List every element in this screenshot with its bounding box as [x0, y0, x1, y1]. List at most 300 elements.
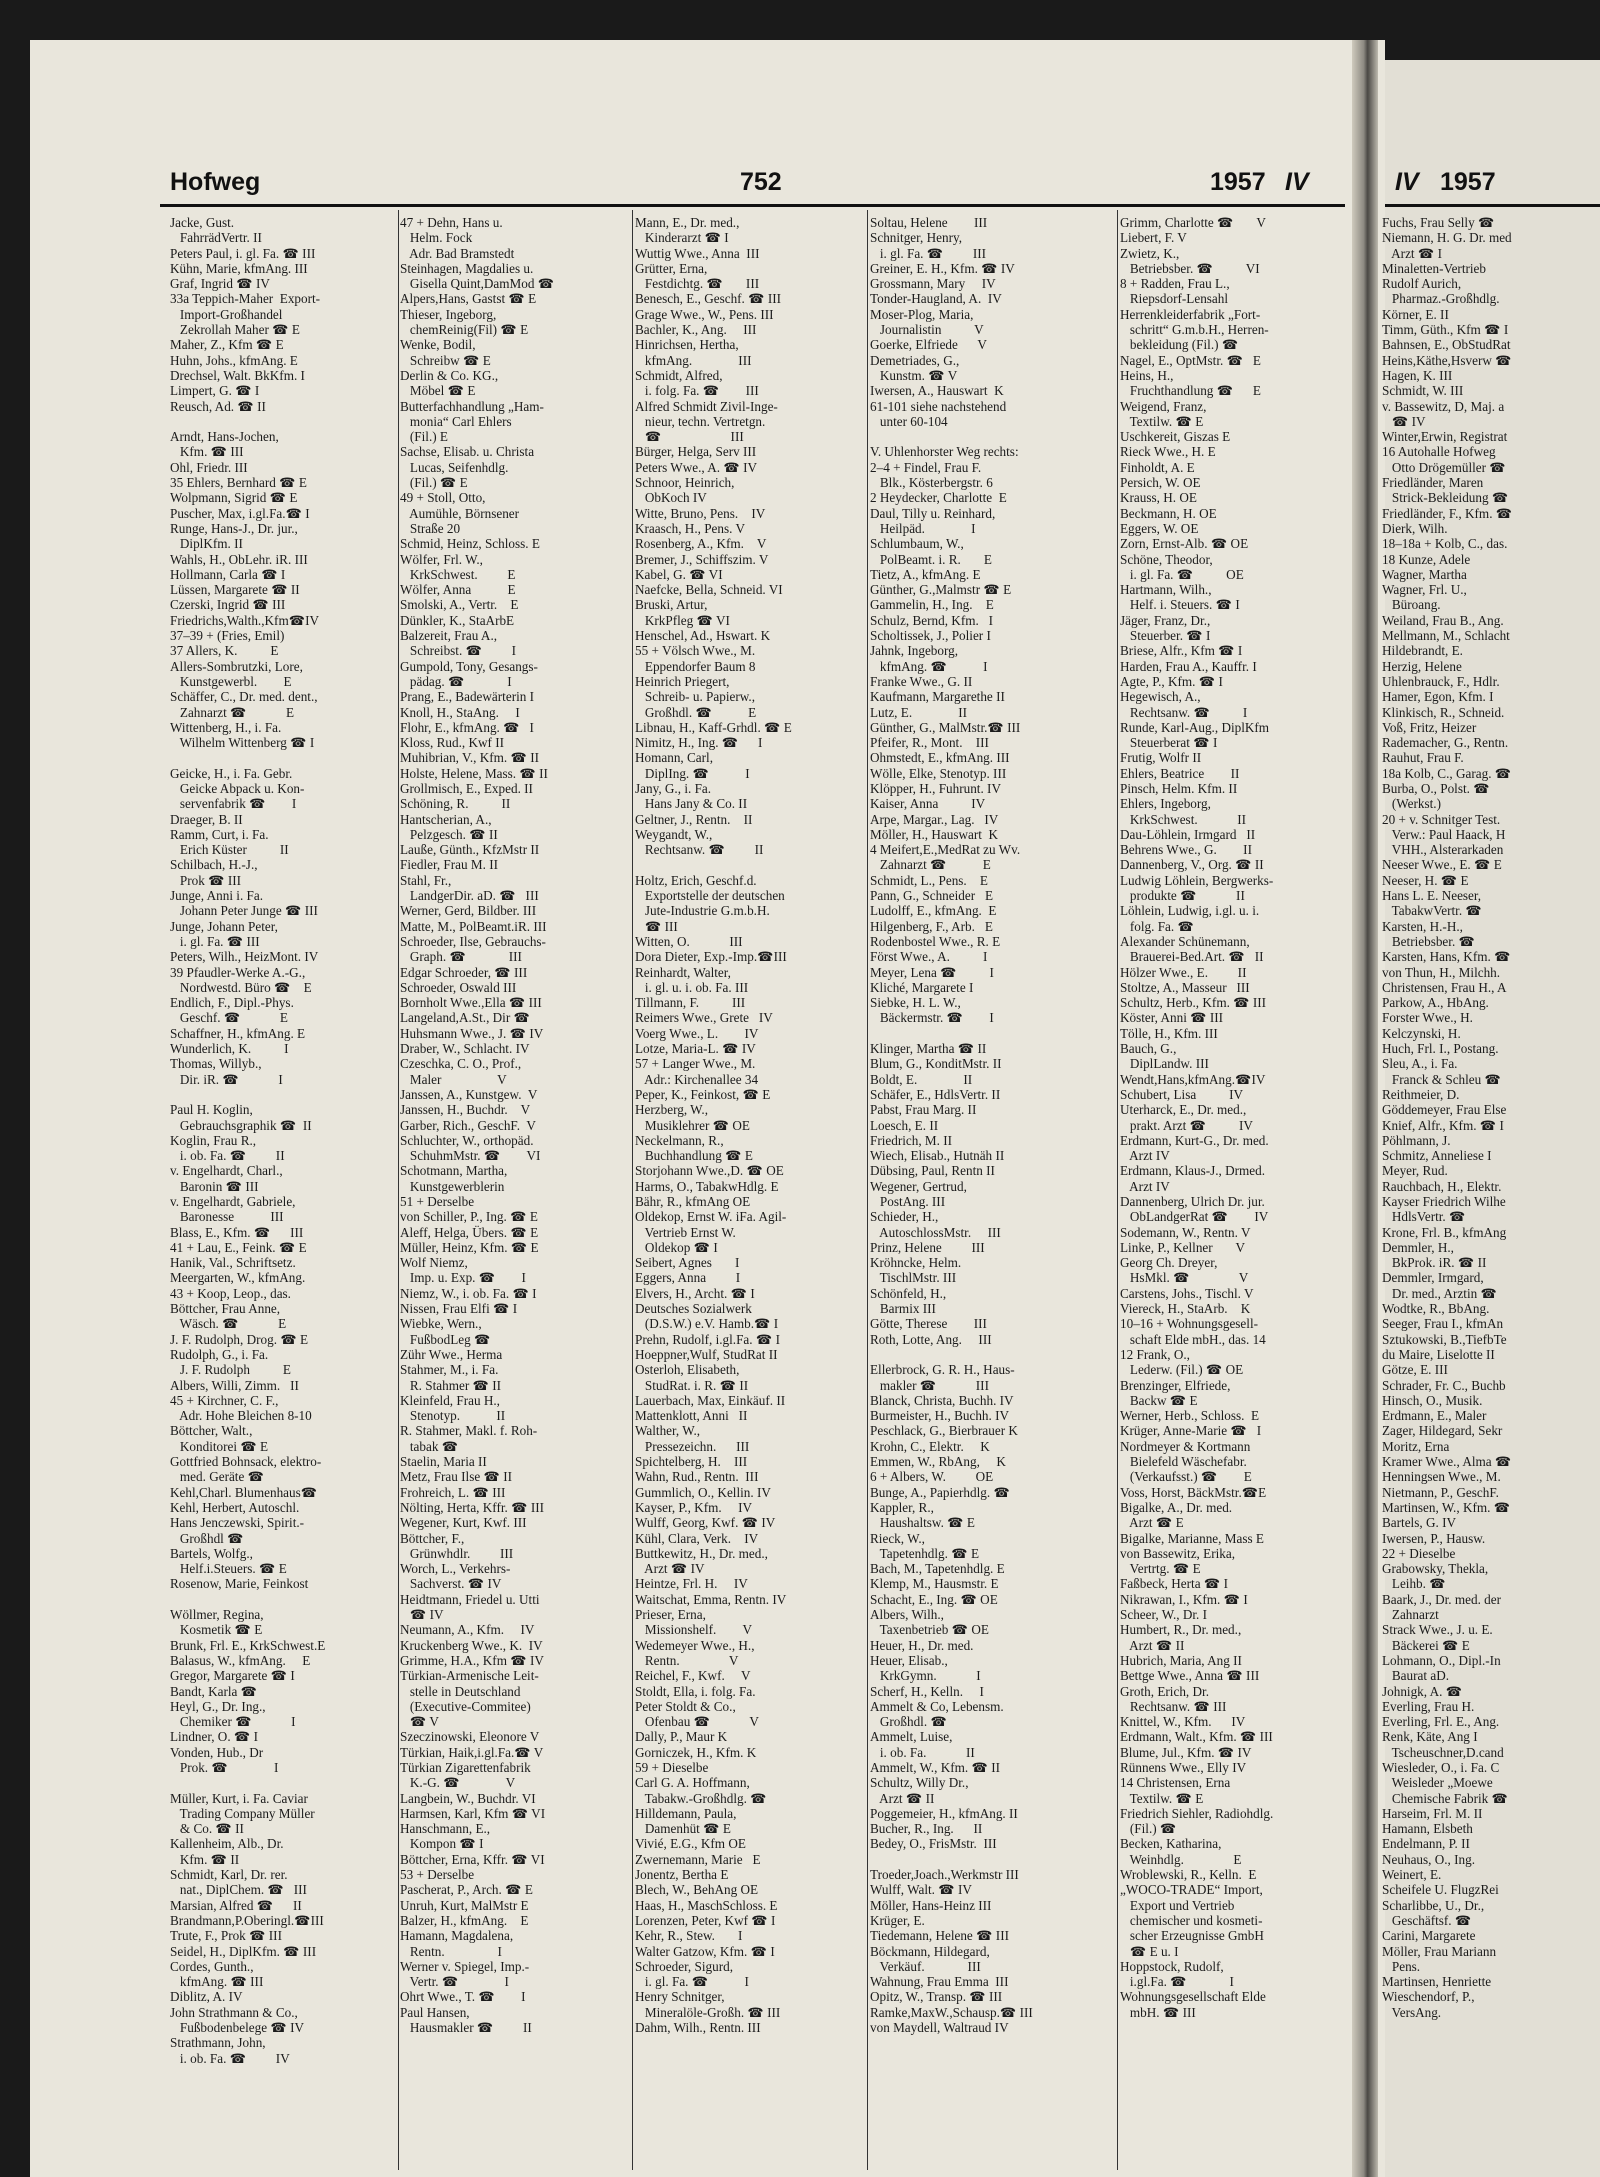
listing-line: Schmid, Heinz, Schloss. E — [400, 536, 540, 552]
listing-line: AutoschlossMstr. III — [870, 1224, 1001, 1240]
listing-line: Grossmann, Mary IV — [870, 276, 996, 292]
listing-line: Pressezeichn. III — [635, 1438, 750, 1454]
listing-line: Herzberg, W., — [635, 1102, 708, 1118]
listing-line: Bach, M., Tapetenhdlg. E — [870, 1561, 1005, 1577]
listing-line: Blk., Kösterbergstr. 6 — [870, 475, 993, 491]
listing-line: Weisleder „Moewe — [1382, 1775, 1493, 1791]
listing-line: 47 + Dehn, Hans u. — [400, 215, 503, 230]
listing-line: Schmidt, Alfred, — [635, 367, 723, 383]
listing-line: Draber, W., Schlacht. IV — [400, 1041, 530, 1057]
listing-line: Weygandt, W., — [635, 826, 713, 842]
listing-line: Walther, W., — [635, 1423, 701, 1439]
listing-line: Wodtke, R., BbAng. — [1382, 1301, 1490, 1317]
listing-line: ☎ V — [400, 1714, 439, 1730]
listing-line: Dr. med., Arztin ☎ — [1382, 1285, 1497, 1301]
listing-line: Eggers, Anna I — [635, 1270, 741, 1286]
listing-line: Linke, P., Kellner V — [1120, 1239, 1246, 1255]
listing-line: Elvers, H., Archt. ☎ I — [635, 1285, 755, 1301]
listing-line: prakt. Arzt ☎ IV — [1120, 1117, 1253, 1133]
listing-line: Damenhüt ☎ E — [635, 1821, 731, 1837]
listing-line: 35 Ehlers, Bernhard ☎ E — [170, 475, 307, 491]
listing-line: Niemann, H. G. Dr. med — [1382, 230, 1512, 246]
listing-line: Friedrich Siehler, Radiohdlg. — [1120, 1805, 1274, 1821]
listing-line: Burmeister, H., Buchh. IV — [870, 1408, 1010, 1424]
listing-line: Journalistin V — [870, 322, 984, 338]
listing-line: Friedrichs,Walth.,Kfm☎IV — [170, 612, 320, 628]
listing-line: Kliché, Margarete I — [870, 979, 974, 995]
listing-line: Pens. — [1382, 1958, 1421, 1974]
listing-line: Boldt, E. II — [870, 1071, 973, 1087]
listing-line: Grünwhdlr. III — [400, 1545, 514, 1561]
listing-line: Fiedler, Frau M. II — [400, 857, 498, 873]
listing-line: Werner v. Spiegel, Imp.- — [400, 1958, 530, 1974]
listing-line: Pann, G., Schneider E — [870, 888, 994, 904]
listing-line: Zahnarzt — [1382, 1607, 1439, 1623]
listing-line: Kehl, Herbert, Autoschl. — [170, 1499, 300, 1515]
listing-line: Missionshelf. V — [635, 1622, 752, 1638]
listing-line: 2–4 + Findel, Frau F. — [870, 459, 982, 475]
listing-line: Rieck, W., — [870, 1530, 925, 1546]
listing-line: 57 + Langer Wwe., M. — [635, 1056, 756, 1072]
listing-line: Metz, Frau Ilse ☎ II — [400, 1469, 513, 1485]
listing-line: i. gl. Fa. ☎ OE — [1120, 566, 1244, 582]
listing-line: Kfm. ☎ III — [170, 444, 244, 460]
listing-line: Bandt, Karla ☎ — [170, 1683, 258, 1699]
listing-line: Götte, Therese III — [870, 1316, 987, 1332]
listing-line: Wieschendorf, P., — [1382, 1989, 1475, 2005]
listing-line: Reimers Wwe., Grete IV — [635, 1010, 773, 1026]
listing-line: Wahls, H., ObLehr. iR. III — [170, 551, 308, 567]
listing-line: Stoltze, A., Masseur III — [1120, 979, 1250, 995]
listing-line: Erdmann, E., Maler — [1382, 1408, 1487, 1424]
listing-line: Scholtissek, J., Polier I — [870, 628, 991, 644]
listing-line — [170, 750, 398, 765]
listing-line: Arzt IV — [1120, 1148, 1170, 1164]
listing-line: Vivié, E.G., Kfm OE — [635, 1836, 746, 1852]
listing-line: v. Bassewitz, D, Maj. a — [1382, 398, 1505, 414]
listing-line: Wiebke, Wern., — [400, 1316, 482, 1332]
listing-line: kfmAng. ☎ III — [170, 1974, 264, 1990]
listing-line: Heintze, Frl. H. IV — [635, 1576, 748, 1592]
listing-line: LandgerDir. aD. ☎ III — [400, 888, 539, 904]
listing-line: Tonder-Haugland, A. IV — [870, 291, 1002, 307]
listing-line: ☎ IV — [1382, 413, 1426, 429]
listing-line: Puscher, Max, i.gl.Fa.☎ I — [170, 505, 310, 521]
listing-line: Friedländer, Maren — [1382, 475, 1484, 491]
listing-line: Grabowsky, Thekla, — [1382, 1561, 1489, 1577]
listing-line: Czeschka, C. O., Prof., — [400, 1056, 522, 1072]
listing-line: Draeger, B. II — [170, 811, 243, 827]
listing-line: Kosmetik ☎ E — [170, 1622, 263, 1638]
listing-line: J. F. Rudolph, Drog. ☎ E — [170, 1331, 309, 1347]
listing-line: Eggers, W. OE — [1120, 520, 1199, 536]
listing-line: Herrenkleiderfabrik „Fort- — [1120, 306, 1261, 322]
listing-line: Sztukowski, B.,TiefbTe — [1382, 1331, 1507, 1347]
listing-line: Drechsel, Walt. BkKfm. I — [170, 367, 305, 383]
listing-line: Schotmann, Martha, — [400, 1163, 508, 1179]
listing-line: Schacht, E., Ing. ☎ OE — [870, 1591, 998, 1607]
listing-line — [870, 1347, 1115, 1362]
listing-line: Zwietz, K., — [1120, 245, 1180, 261]
listing-line: Endlich, F., Dipl.-Phys. — [170, 995, 294, 1011]
listing-line: Jäger, Franz, Dr., — [1120, 612, 1211, 628]
listing-line: Trading Company Müller — [170, 1805, 315, 1821]
column-separator — [398, 210, 399, 2170]
listing-line: Peters Paul, i. gl. Fa. ☎ III — [170, 245, 316, 261]
listing-line: Oldekop ☎ I — [635, 1239, 718, 1255]
listing-line: PostAng. III — [870, 1194, 946, 1209]
listing-line: Kinderarzt ☎ I — [635, 230, 729, 246]
listing-line: Derlin & Co. KG., — [400, 367, 499, 383]
listing-line: Schieder, H., — [870, 1209, 939, 1225]
listing-line: Jacke, Gust. — [170, 215, 235, 230]
listing-line: & Co. ☎ II — [170, 1821, 244, 1837]
listing-line: StudRat. i. R. ☎ II — [635, 1377, 749, 1393]
listing-line: (Fil.) ☎ — [1120, 1821, 1177, 1837]
listing-line: Balasus, W., kfmAng. E — [170, 1652, 311, 1668]
listing-line: Textilw. ☎ E — [1120, 413, 1204, 429]
listing-line: Bartels, G. IV — [1382, 1515, 1456, 1531]
listing-line: Musiklehrer ☎ OE — [635, 1117, 750, 1133]
listing-line: Moser-Plog, Maria, — [870, 306, 974, 322]
listing-line: Großhdl. ☎ — [870, 1714, 947, 1730]
listing-line: 51 + Derselbe — [400, 1194, 475, 1209]
listing-line: Lotze, Maria-L. ☎ IV — [635, 1041, 756, 1057]
listing-line: Dau-Löhlein, Irmgard II — [1120, 826, 1256, 842]
listing-line: Behrens Wwe., G. II — [1120, 842, 1252, 858]
listing-line: Viereck, H., StaArb. K — [1120, 1301, 1251, 1317]
listing-line: Bruski, Artur, — [635, 597, 708, 613]
listing-line: Exportstelle der deutschen — [635, 888, 785, 904]
listing-line: Dahm, Wilh., Rentn. III — [635, 2020, 761, 2036]
listing-line: Pabst, Frau Marg. II — [870, 1102, 977, 1118]
listing-line: Henningsen Wwe., M. — [1382, 1469, 1501, 1485]
listing-line: Lauße, Günth., KfzMstr II — [400, 842, 540, 858]
listing-line: Grage Wwe., W., Pens. III — [635, 306, 774, 322]
listing-line: Everling, Frl. E., Ang. — [1382, 1714, 1500, 1730]
listing-line: Henschel, Ad., Hswart. K — [635, 628, 771, 644]
listing-line: Allers-Sombrutzki, Lore, — [170, 658, 303, 674]
listing-line: Wenke, Bodil, — [400, 337, 476, 353]
listing-line: von Thun, H., Milchh. — [1382, 964, 1501, 980]
listing-line: Voerg Wwe., L. IV — [635, 1025, 759, 1041]
listing-line: Götze, E. III — [1382, 1362, 1448, 1378]
listing-line: Harseim, Frl. M. II — [1382, 1805, 1483, 1821]
listing-line: (Executive-Commitee) — [400, 1698, 531, 1714]
listing-line: Arzt ☎ II — [1120, 1637, 1185, 1653]
listing-line: Niemz, W., i. ob. Fa. ☎ I — [400, 1285, 537, 1301]
listing-line: Wuttig Wwe., Anna III — [635, 245, 760, 261]
listing-line: Becken, Katharina, — [1120, 1836, 1222, 1852]
listing-line: Imp. u. Exp. ☎ I — [400, 1270, 526, 1286]
listing-line: Lorenzen, Peter, Kwf ☎ I — [635, 1912, 776, 1928]
listing-line: Adr.: Kirchenallee 34 — [635, 1071, 759, 1087]
column-1 — [170, 215, 398, 2175]
listing-line: chemReinig(Fil) ☎ E — [400, 322, 529, 338]
listing-line: Carstens, Johs., Tischl. V — [1120, 1285, 1254, 1301]
listing-line: 59 + Dieselbe — [635, 1759, 709, 1775]
listing-line: Schultz, Willy Dr., — [870, 1775, 969, 1791]
listing-line: Neeser Wwe., E. ☎ E — [1382, 857, 1502, 873]
listing-line: Prinz, Helene III — [870, 1239, 985, 1255]
listing-line: Harmsen, Karl, Kfm ☎ VI — [400, 1805, 546, 1821]
listing-line: Jahnk, Ingeborg, — [870, 643, 959, 659]
listing-line: Albers, Willi, Zimm. II — [170, 1377, 299, 1393]
listing-line: Bäckerei ☎ E — [1382, 1637, 1470, 1653]
listing-line: Hinrichsen, Hertha, — [635, 337, 739, 353]
listing-line: Wagner, Frl. U., — [1382, 582, 1467, 598]
listing-line: pädag. ☎ I — [400, 673, 512, 689]
listing-line: DiplIng. ☎ I — [635, 765, 750, 781]
listing-line: Vertrieb Ernst W. — [635, 1224, 736, 1240]
listing-line: Hantscherian, A., — [400, 811, 492, 827]
listing-line: Wölfer, Anna E — [400, 582, 516, 598]
listing-line: Schönfeld, H., — [870, 1285, 947, 1301]
listing-line: Großhdl ☎ — [170, 1530, 244, 1546]
listing-line: 14 Christensen, Erna — [1120, 1775, 1231, 1791]
listing-line: Timm, Güth., Kfm ☎ I — [1382, 322, 1509, 338]
listing-line: (Verkaufsst.) ☎ E — [1120, 1469, 1252, 1485]
listing-line: Böttcher, Erna, Kffr. ☎ VI — [400, 1851, 545, 1867]
listing-line: Christensen, Frau H., A — [1382, 979, 1507, 995]
listing-line: Junge, Anni i. Fa. — [170, 888, 264, 904]
listing-line: Kayser Friedrich Wilhe — [1382, 1194, 1506, 1209]
listing-line: Hinsch, O., Musik. — [1382, 1392, 1483, 1408]
listing-line: 18 Kunze, Adele — [1382, 551, 1471, 567]
listing-line: Geltner, J., Rentn. II — [635, 811, 753, 827]
listing-line: Gorniczek, H., Kfm. K — [635, 1744, 757, 1760]
listing-line: Kayser, P., Kfm. IV — [635, 1499, 753, 1515]
listing-line: Müller, Kurt, i. Fa. Caviar — [170, 1790, 308, 1806]
listing-line: 12 Frank, O., — [1120, 1346, 1190, 1362]
listing-line: Schilbach, H.-J., — [170, 857, 258, 873]
listing-line — [870, 429, 1115, 444]
listing-line: von Maydell, Waltraud IV — [870, 2020, 1009, 2036]
listing-line: Helf.i.Steuers. ☎ E — [170, 1561, 287, 1577]
listing-line: 33a Teppich-Maher Export- — [170, 291, 321, 307]
listing-line: Groth, Erich, Dr. — [1120, 1683, 1209, 1699]
listing-line: Ludolff, E., kfmAng. E — [870, 903, 997, 919]
listing-line: Scheifele U. FlugzRei — [1382, 1882, 1499, 1898]
listing-line: Butterfachhandlung „Ham- — [400, 398, 544, 414]
listing-line: Aumühle, Börnsener — [400, 505, 520, 521]
listing-line: Ludwig Löhlein, Bergwerks- — [1120, 872, 1274, 888]
listing-line: Kfm. ☎ II — [170, 1851, 240, 1867]
listing-line: Everling, Frau H. — [1382, 1698, 1475, 1714]
listing-line: ObLandgerRat ☎ IV — [1120, 1209, 1269, 1225]
listing-line: Thomas, Willyb., — [170, 1056, 262, 1072]
listing-line: Dübsing, Paul, Rentn II — [870, 1163, 995, 1179]
listing-line: Dora Dieter, Exp.-Imp.☎III — [635, 949, 787, 965]
listing-line: Brenzinger, Elfriede, — [1120, 1377, 1231, 1393]
listing-line: Voss, Horst, BäckMstr.☎E — [1120, 1484, 1267, 1500]
listing-line: Steuerberat ☎ I — [1120, 735, 1218, 751]
listing-line: Neckelmann, R., — [635, 1132, 724, 1148]
listing-line: Schmidt, L., Pens. E — [870, 872, 988, 888]
listing-line: Agte, P., Kfm. ☎ I — [1120, 673, 1223, 689]
listing-line: Diblitz, A. IV — [170, 1989, 243, 2005]
listing-line: kfmAng. III — [635, 352, 752, 368]
listing-line: Heins, H., — [1120, 367, 1174, 383]
listing-line: Steinhagen, Magdalies u. — [400, 260, 534, 276]
listing-line: Betriebsber. ☎ — [1382, 933, 1475, 949]
listing-line: Grollmisch, E., Exped. II — [400, 780, 533, 796]
listing-line: Arpe, Margar., Lag. IV — [870, 811, 999, 827]
listing-line: Bürger, Helga, Serv III — [635, 444, 757, 460]
listing-line: Pfeifer, R., Mont. III — [870, 735, 989, 751]
listing-line: Langbein, W., Buchdr. VI — [400, 1790, 536, 1806]
listing-line: Soltau, Helene III — [870, 215, 988, 230]
listing-line: Peter Stoldt & Co., — [635, 1698, 736, 1714]
listing-line: (D.S.W.) e.V. Hamb.☎ I — [635, 1316, 779, 1332]
listing-line: Tiedemann, Helene ☎ III — [870, 1928, 1009, 1944]
listing-line: Smolski, A., Vertr. E — [400, 597, 519, 613]
listing-line: Balzer, H., kfmAng. E — [400, 1912, 529, 1928]
listing-line: Endelmann, P. II — [1382, 1836, 1470, 1852]
listing-line: Deutsches Sozialwerk — [635, 1301, 752, 1317]
listing-line — [870, 1026, 1115, 1041]
listing-line: Otto Drögemüller ☎ — [1382, 459, 1506, 475]
listing-line: Wölle, Elke, Stenotyp. III — [870, 765, 1007, 781]
listing-line: Hubrich, Maria, Ang II — [1120, 1652, 1242, 1668]
listing-line: ObKoch IV — [635, 490, 707, 506]
listing-line: Wölfer, Frl. W., — [400, 551, 483, 567]
listing-line: Bähr, R., kfmAng OE — [635, 1194, 751, 1209]
listing-line: Schmidt, Karl, Dr. rer. — [170, 1867, 288, 1883]
listing-line: Türkian, Haik,i.gl.Fa.☎ V — [400, 1744, 544, 1760]
listing-line: Janssen, H., Buchdr. V — [400, 1102, 531, 1118]
listing-line: Rünnens Wwe., Elly IV — [1120, 1759, 1247, 1775]
listing-line: Brunk, Frl. E., KrkSchwest.E — [170, 1637, 326, 1653]
listing-line: Schöne, Theodor, — [1120, 551, 1213, 567]
listing-line: Bunge, A., Papierhdlg. ☎ — [870, 1484, 1010, 1500]
listing-line: Kompon ☎ I — [400, 1836, 484, 1852]
right-volume-label: IV — [1395, 168, 1419, 196]
listing-line: Weiland, Frau B., Ang. — [1382, 612, 1504, 628]
listing-line: Seidel, H., DiplKfm. ☎ III — [170, 1943, 317, 1959]
listing-line: Wolf Niemz, — [400, 1255, 468, 1271]
listing-line: Kehl,Charl. Blumenhaus☎ — [170, 1484, 318, 1500]
listing-line: Martinsen, Henriette — [1382, 1974, 1492, 1990]
listing-line: Böttcher, F., — [400, 1530, 465, 1546]
listing-line: i. gl. Fa. ☎ III — [170, 933, 260, 949]
listing-line: R. Stahmer, Makl. f. Roh- — [400, 1423, 538, 1439]
listing-line: Greiner, E. H., Kfm. ☎ IV — [870, 260, 1015, 276]
listing-line: Geicke Abpack u. Kon- — [170, 780, 305, 796]
listing-line: Blass, E., Kfm. ☎ III — [170, 1224, 304, 1240]
listing-line: Möller, Hans-Heinz III — [870, 1897, 992, 1913]
listing-line: Peters Wwe., A. ☎ IV — [635, 459, 758, 475]
listing-line: Hilgenberg, F., Arb. E — [870, 918, 993, 934]
listing-line: Hagen, K. III — [1382, 367, 1453, 383]
header-rule — [160, 204, 1345, 207]
listing-line: Baronin ☎ III — [170, 1178, 259, 1194]
listing-line: Wulff, Georg, Kwf. ☎ IV — [635, 1515, 776, 1531]
listing-line: Szeczinowski, Eleonore V — [400, 1729, 540, 1745]
listing-line: Gisella Quint,DamMod ☎ — [400, 276, 555, 292]
listing-line: 18a Kolb, C., Garag. ☎ — [1382, 765, 1512, 781]
listing-line: Türkian-Armenische Leit- — [400, 1668, 539, 1684]
listing-line: 6 + Albers, W. OE — [870, 1469, 994, 1485]
listing-line: Buchhandlung ☎ E — [635, 1148, 753, 1164]
listing-line: Wilhelm Wittenberg ☎ I — [170, 735, 315, 751]
listing-line: Rodenbostel Wwe., R. E — [870, 933, 1001, 949]
listing-line: Weigend, Franz, — [1120, 398, 1207, 414]
listing-line: DiplLandw. III — [1120, 1056, 1209, 1072]
listing-line: Martinsen, W., Kfm. ☎ — [1382, 1499, 1511, 1515]
listing-line: Gregor, Margarete ☎ I — [170, 1668, 295, 1684]
listing-line: Demetriades, G., — [870, 352, 960, 368]
listing-line: Vertrtg. ☎ E — [1120, 1561, 1201, 1577]
listing-line: Klöpper, H., Fuhrunt. IV — [870, 780, 1001, 796]
listing-line: Voß, Fritz, Heizer — [1382, 719, 1477, 735]
listing-line: Hanik, Val., Schriftsetz. — [170, 1255, 296, 1271]
listing-line: Wittenberg, H., i. Fa. — [170, 719, 282, 735]
listing-line: Schmitz, Anneliese I — [1382, 1148, 1492, 1164]
listing-line: Walter Gatzow, Kfm. ☎ I — [635, 1943, 775, 1959]
listing-line: Nietmann, P., GeschF. — [1382, 1484, 1499, 1500]
listing-line: Heilpäd. I — [870, 520, 976, 536]
listing-line: Hildebrandt, E. — [1382, 643, 1463, 659]
listing-line: Zorn, Ernst-Alb. ☎ OE — [1120, 536, 1249, 552]
listing-line: Zekrollah Maher ☎ E — [170, 322, 300, 338]
listing-line: Arzt ☎ IV — [635, 1561, 705, 1577]
listing-line: Harden, Frau A., Kauffr. I — [1120, 658, 1257, 674]
listing-line: Lindner, O. ☎ I — [170, 1729, 259, 1745]
listing-line: Koglin, Frau R., — [170, 1132, 257, 1148]
listing-line: Jute-Industrie G.m.b.H. — [635, 903, 770, 919]
listing-line: Krauss, H. OE — [1120, 490, 1197, 506]
listing-line: Liebert, F. V — [1120, 230, 1187, 246]
listing-line: Runde, Karl-Aug., DiplKfm — [1120, 719, 1270, 735]
column-4 — [870, 215, 1115, 2175]
listing-line: kfmAng. ☎ I — [870, 658, 988, 674]
listing-line: Stoldt, Ella, i. folg. Fa. — [635, 1683, 756, 1699]
listing-line: Rentn. I — [400, 1943, 502, 1959]
right-header-rule — [1385, 204, 1600, 207]
listing-line: Homann, Carl, — [635, 750, 714, 766]
listing-line: folg. Fa. ☎ — [1120, 918, 1194, 934]
listing-line: monia“ Carl Ehlers — [400, 413, 512, 429]
listing-line: Alfred Schmidt Zivil-Inge- — [635, 398, 778, 414]
listing-line: Zager, Hildegard, Sekr — [1382, 1423, 1503, 1439]
listing-line: Schreibw ☎ E — [400, 352, 491, 368]
listing-line: Blech, W., BehAng OE — [635, 1882, 759, 1898]
listing-line: Iwersen, A., Hauswart K — [870, 383, 1004, 399]
listing-line: Schulz, Bernd, Kfm. I — [870, 612, 994, 628]
listing-line: 10–16 + Wohnungsgesell- — [1120, 1316, 1258, 1332]
listing-line: Storjohann Wwe.,D. ☎ OE — [635, 1163, 784, 1179]
listing-line: Möller, H., Hauswart K — [870, 826, 999, 842]
listing-line: Strathmann, John, — [170, 2035, 266, 2051]
listing-line: Werner, Gerd, Bildber. III — [400, 903, 537, 919]
listing-line: Siebke, H. L. W., — [870, 995, 961, 1011]
listing-line: Wolpmann, Sigrid ☎ E — [170, 490, 298, 506]
listing-line: Demmler, Irmgard, — [1382, 1270, 1484, 1286]
listing-line: SchuhmMstr. ☎ VI — [400, 1148, 541, 1164]
listing-line: Scheer, W., Dr. I — [1120, 1607, 1208, 1623]
listing-line: Schaffner, H., kfmAng. E — [170, 1025, 306, 1041]
page-number: 752 — [740, 168, 782, 196]
listing-line: Bauch, G., — [1120, 1041, 1177, 1057]
listing-line: Faßbeck, Herta ☎ I — [1120, 1576, 1228, 1592]
listing-line: Nissen, Frau Elfi ☎ I — [400, 1301, 518, 1317]
listing-line: Kunstgewerbl. E — [170, 673, 292, 689]
listing-line: Barmix III — [870, 1301, 936, 1317]
listing-line: 8 + Radden, Frau L., — [1120, 276, 1230, 292]
listing-line: Reichel, F., Kwf. V — [635, 1668, 751, 1684]
listing-line: Erdmann, Kurt-G., Dr. med. — [1120, 1132, 1269, 1148]
